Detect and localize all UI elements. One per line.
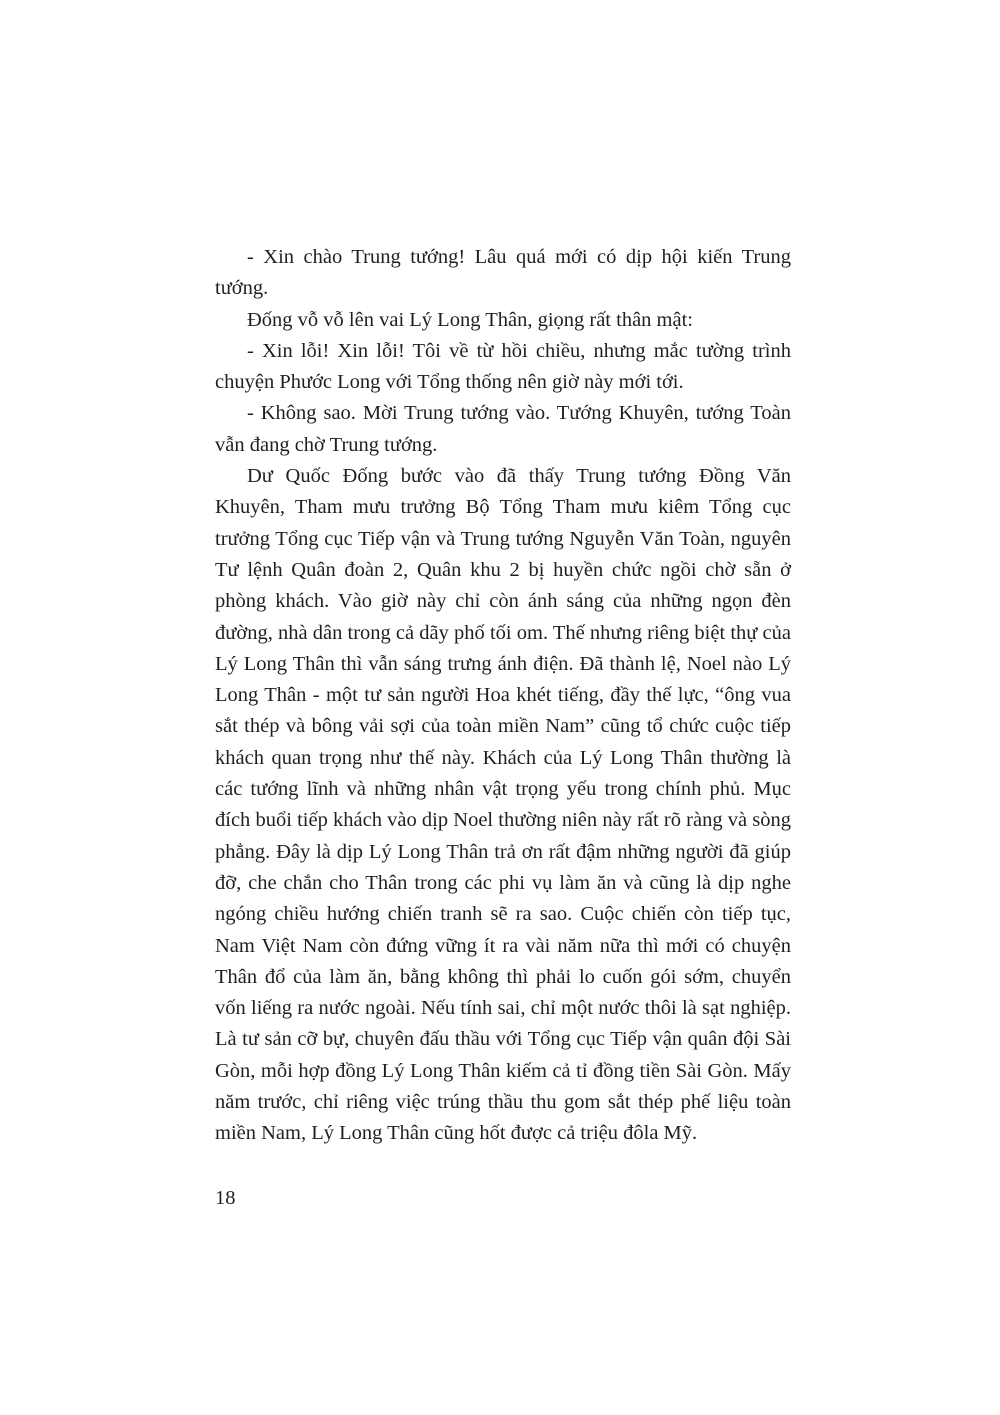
paragraph: - Xin lỗi! Xin lỗi! Tôi về từ hồi chiều, nhưng mắc tường trình chuyện Phước Long với Tổng thống nên giờ này mới tới. (215, 339, 791, 394)
paragraph: - Xin chào Trung tướng! Lâu quá mới có dịp hội kiến Trung tướng. (215, 246, 791, 300)
text-block (215, 242, 791, 1150)
page-number: 18 (215, 1187, 236, 1209)
paragraph: Đống vỗ vỗ lên vai Lý Long Thân, giọng rất thân mật: (247, 308, 693, 331)
paragraph: Dư Quốc Đống bước vào đã thấy Trung tướng Đồng Văn Khuyên, Tham mưu trưởng Bộ Tổng Tham mưu kiêm Tổng cục trưởng Tổng cục Tiếp vận và Trung tướng Nguyễn Văn Toàn, nguyên Tư lệnh Quân đoàn 2, Quân khu 2 bị huyền chức ngồi chờ sẵn ở phòng khách. Vào giờ này chỉ còn ánh sáng của những ngọn đèn đường, nhà dân trong cả dãy phố tối om. Thế nhưng riêng biệt thự của Lý Long Thân thì vẫn sáng trưng ánh điện. Đã thành lệ, Noel nào Lý Long Thân - một tư sản người Hoa khét tiếng, đầy thế lực, “ông vua sắt thép và bông vải sợi của toàn miền Nam” cũng tổ chức cuộc tiếp khách quan trọng như thế này. Khách của Lý Long Thân thường là các tướng lĩnh và những nhân vật trọng yếu trong chính phủ. Mục đích buổi tiếp khách vào dịp Noel thường niên này rất rõ ràng và sòng phẳng. Đây là dịp Lý Long Thân trả ơn rất đậm những người đã giúp đỡ, che chắn cho Thân trong các phi vụ làm ăn và cũng là dịp nghe ngóng chiều hướng chiến tranh sẽ ra sao. Cuộc chiến còn tiếp tục, Nam Việt Nam còn đứng vững ít ra vài năm nữa thì mới có chuyện Thân đổ của làm ăn, bằng không thì phải lo cuốn gói sớm, chuyển vốn liếng ra nước ngoài. Nếu tính sai, chỉ một nước thôi là sạt nghiệp. Là tư sản cỡ bự, chuyên đấu thầu với Tổng cục Tiếp vận quân đội Sài Gòn, mỗi hợp đồng Lý Long Thân kiếm cả tỉ đồng tiền Sài Gòn. Mấy năm trước, chỉ riêng việc trúng thầu thu gom sắt thép phế liệu toàn miền Nam, Lý Long Thân cũng hốt được cả triệu đôla Mỹ. (215, 465, 791, 1145)
paragraph: - Không sao. Mời Trung tướng vào. Tướng Khuyên, tướng Toàn vẫn đang chờ Trung tướng. (215, 402, 791, 456)
